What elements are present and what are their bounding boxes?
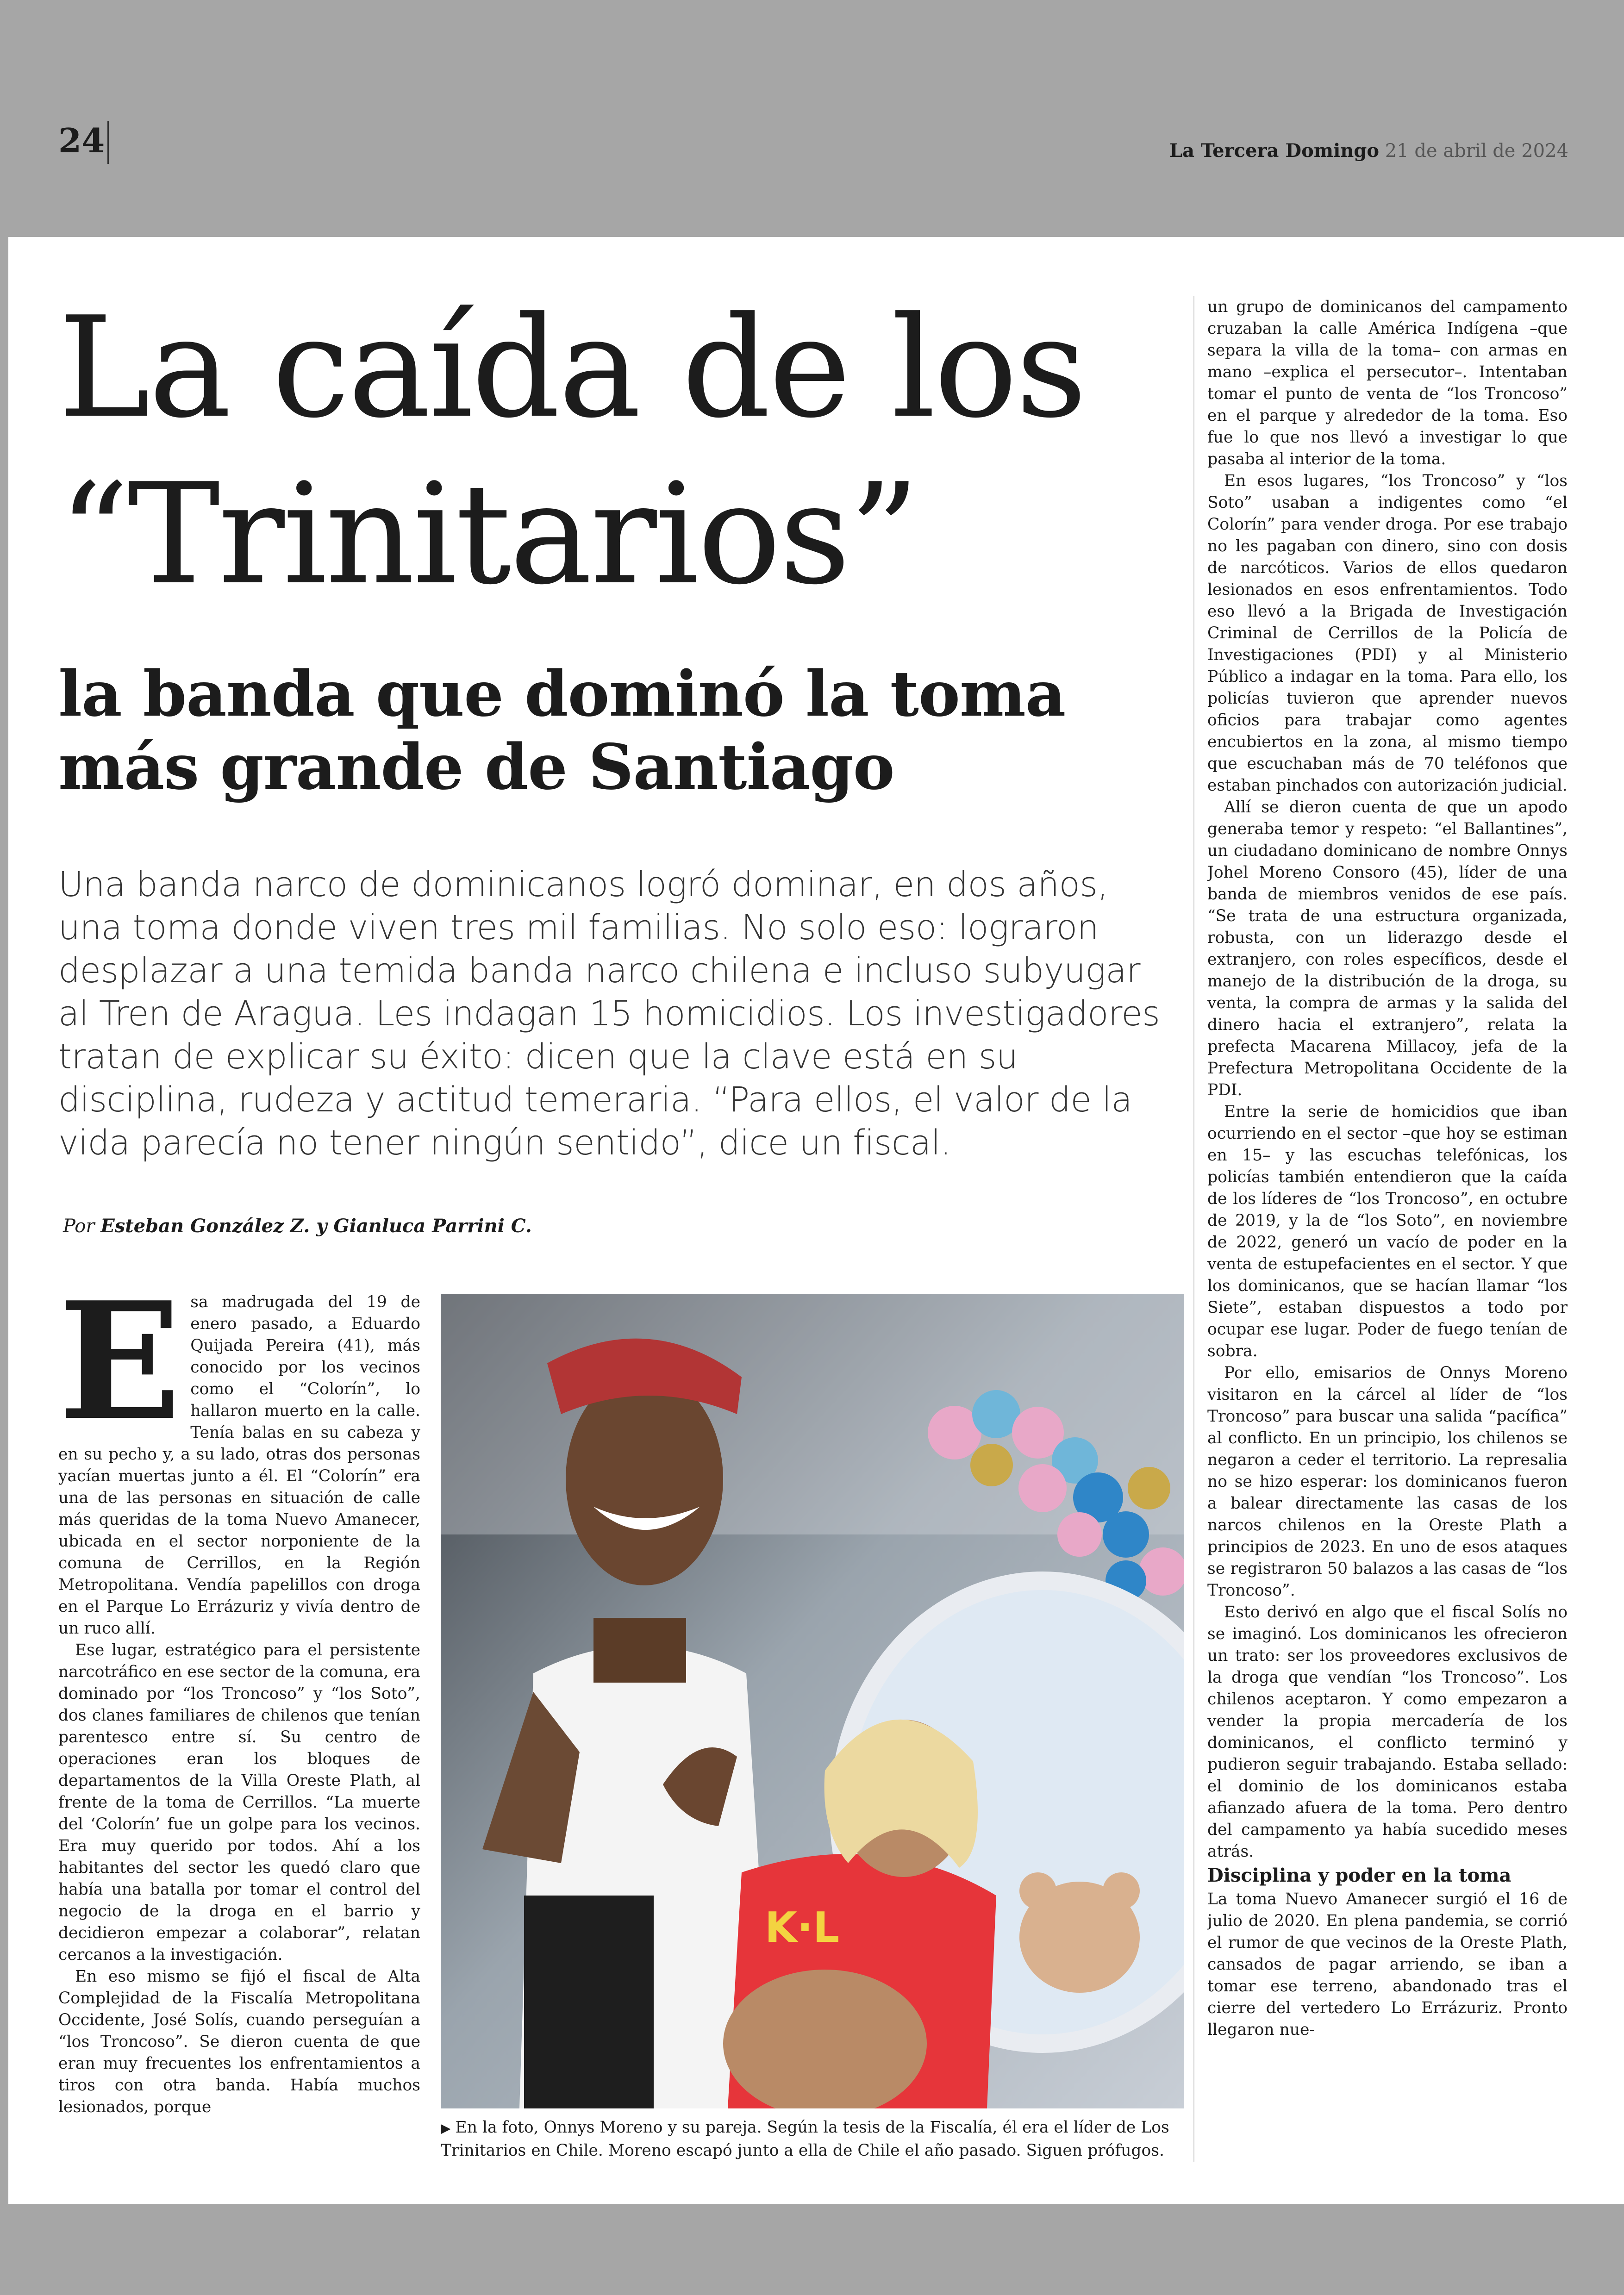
byline	[63, 1215, 532, 1237]
body-paragraph: Allí se dieron cuenta de que un apodo generaba temor y respeto: “el Ballantines”, un ciudadano dominicano de nombre Onnys Johel Moreno Consoro (45), líder de una banda de miembros venidos de ese país. “Se trata de una estructura organizada, robusta, con un liderazgo desde el extranjero, con roles específicos, desde el manejo de la distribución de la droga, su venta, la compra de armas y la salida del dinero hacia el extranjero”, relata la prefecta Macarena Millacoy, jefa de la Prefectura Metropolitana Occidente de la PDI.	[1207, 798, 1568, 1099]
body-paragraph: un grupo de dominicanos del campamento cruzaban la calle América Indígena –que separa la villa de la toma– con armas en mano –explica el persecutor–. Intentaban tomar el punto de venta de “los Troncoso” en el parque y alrededor de la toma. Eso fue lo que nos llevó a investigar lo que pasaba al interior de la toma.	[1207, 298, 1568, 468]
body-paragraph: sa madrugada del 19 de enero pasado, a Eduardo Quijada Pereira (41), más conocido por los vecinos como el “Colorín”, lo hallaron muerto en la calle. Tenía balas en su cabeza y en su pecho y, a su lado, otras dos personas yacían muertas junto a él. El “Colorín” era una de las personas en situación de calle más queridas de la toma Nuevo Amanecer, ubicada en el sector norponiente de la comuna de Cerrillos, en la Región Metropolitana. Vendía papelillos con droga en el Parque Lo Errázuriz y vivía dentro de un ruco allí.	[58, 1293, 420, 1638]
page-number: 24	[58, 121, 105, 160]
header-band	[0, 0, 1624, 237]
body-paragraph: En esos lugares, “los Troncoso” y “los Soto” usaban a indigentes como “el Colorín” para vender droga. Por ese trabajo no les pagaban con dinero, sino con dosis de narcóticos. Varios de ellos quedaron lesionados en esos enfrentamientos. Todo eso llevó a la Brigada de Investigación Criminal de Cerrillos de la Policía de Investigaciones (PDI) y al Ministerio Público a indagar en la toma. Para ello, los policías tuvieron que aprender nuevos oficios para trabajar como agentes encubiertos en la zona, al mismo tiempo que escuchaban más de 70 teléfonos que estaban pinchados con autorización judicial.	[1207, 472, 1568, 795]
caption-arrow-icon: ▶	[441, 2120, 451, 2136]
body-paragraph: Por ello, emisarios de Onnys Moreno visitaron en la cárcel al líder de “los Troncoso” para buscar una salida “pacífica” al conflicto. En un principio, los chilenos se negaron a ceder el territorio. La represalia no se hizo esperar: los dominicanos fueron a balear directamente las casas de los narcos chilenos en la Oreste Plath a principios de 2023. En uno de esos ataques se registraron 50 balazos a las casas de “los Troncoso”.	[1207, 1364, 1568, 1600]
svg-text:K·L: K·L	[765, 1903, 840, 1952]
body-paragraph: En eso mismo se fijó el fiscal de Alta Complejidad de la Fiscalía Metropolitana Occidente, José Solís, cuando perseguían a “los Troncoso”. Se dieron cuenta de que eran muy frecuentes los enfrentamientos a tiros con otra banda. Había muchos lesionados, porque	[58, 1967, 420, 2116]
body-paragraph: Entre la serie de homicidios que iban ocurriendo en el sector –que hoy se estiman en 15– y las escuchas telefónicas, los policías también entendieron que la caída de los líderes de “los Troncoso”, en octubre de 2019, y la de “los Soto”, en noviembre de 2022, generó un vacío de poder en la venta de estupefacientes en el sector. Y que los dominicanos, que se hacían llamar “los Siete”, estaban dispuestos a todo por ocupar ese lugar. Poder de fuego tenían de sobra.	[1207, 1103, 1568, 1360]
byline-prefix: Por	[63, 1216, 95, 1237]
subheadline-line-2: más grande de Santiago	[58, 730, 894, 804]
caption-text: En la foto, Onnys Moreno y su pareja. Según la tesis de la Fiscalía, él era el líder de Los Trinitarios en Chile. Moreno escapó junto a ella de Chile el año pasado. Siguen prófugos.	[441, 2118, 1169, 2160]
headline-line-1: La caída de los	[58, 287, 1085, 449]
byline-authors: Esteban González Z. y Gianluca Parrini C.	[100, 1215, 532, 1237]
body-paragraph: Ese lugar, estratégico para el persistente narcotráfico en ese sector de la comuna, era dominado por “los Troncoso” y “los Soto”, dos clanes familiares de chilenos que tenían parentesco entre sí. Su centro de operaciones eran los bloques de departamentos de la Villa Oreste Plath, al frente de la toma de Cerrillos. “La muerte del ‘Colorín’ fue un golpe para los vecinos. Era muy querido por todos. Ahí a los habitantes del sector les quedó claro que había una batalla por tomar el control del negocio de la droga en el barrio y decidieron empezar a colaborar”, relatan cercanos a la investigación.	[58, 1641, 420, 1964]
page-number-divider	[107, 121, 109, 164]
photo-caption	[441, 2116, 1184, 2162]
article-column-right	[1207, 296, 1568, 2180]
publication-date: 21 de abril de 2024	[1385, 140, 1568, 162]
column-divider	[1193, 296, 1194, 2162]
section-heading: Disciplina y poder en la toma	[1207, 1865, 1512, 1886]
subheadline-line-1: la banda que dominó la toma	[58, 657, 1066, 730]
subheadline	[58, 657, 1169, 804]
body-paragraph: La toma Nuevo Amanecer surgió el 16 de julio de 2020. En plena pandemia, se corrió el rumor de que vecinos de la Oreste Plath, cansados de pagar arriendo, se iban a tomar ese terreno, abandonado tras el cierre del vertedero Lo Errázuriz. Pronto llegaron nue-	[1207, 1890, 1568, 2039]
headline	[58, 285, 1169, 618]
headline-line-2: “Trinitarios”	[58, 454, 918, 615]
drop-cap: E	[58, 1291, 181, 1456]
publication-name: La Tercera Domingo	[1169, 140, 1379, 162]
photo-illustration	[441, 1294, 1184, 2108]
article-photo	[441, 1294, 1184, 2108]
masthead	[1169, 140, 1568, 162]
article-column-left	[58, 1291, 420, 2171]
article-dek: Una banda narco de dominicanos logró dominar, en dos años, una toma donde viven tres mil familias. No solo eso: lograron desplazar a una temida banda narco chilena e incluso subyugar al Tren de Aragua. Les indagan 15 homicidios. Los investigadores tratan de explicar su éxito: dicen que la clave está en su disciplina, rudeza y actitud temeraria. “Para ellos, el valor de la vida parecía no tener ningún sentido”, dice un fiscal.	[58, 865, 1160, 1163]
body-paragraph: Esto derivó en algo que el fiscal Solís no se imaginó. Los dominicanos les ofrecieron un trato: ser los proveedores exclusivos de la droga que vendían “los Troncoso”. Los chilenos aceptaron. Y como empezaron a vender la propia mercadería de los dominicanos, el conflicto terminó y pudieron seguir trabajando. Estaba sellado: el dominio de los dominicanos estaba afianzado afuera de la toma. Pero dentro del campamento ya había sucedido meses atrás.	[1207, 1603, 1568, 1861]
